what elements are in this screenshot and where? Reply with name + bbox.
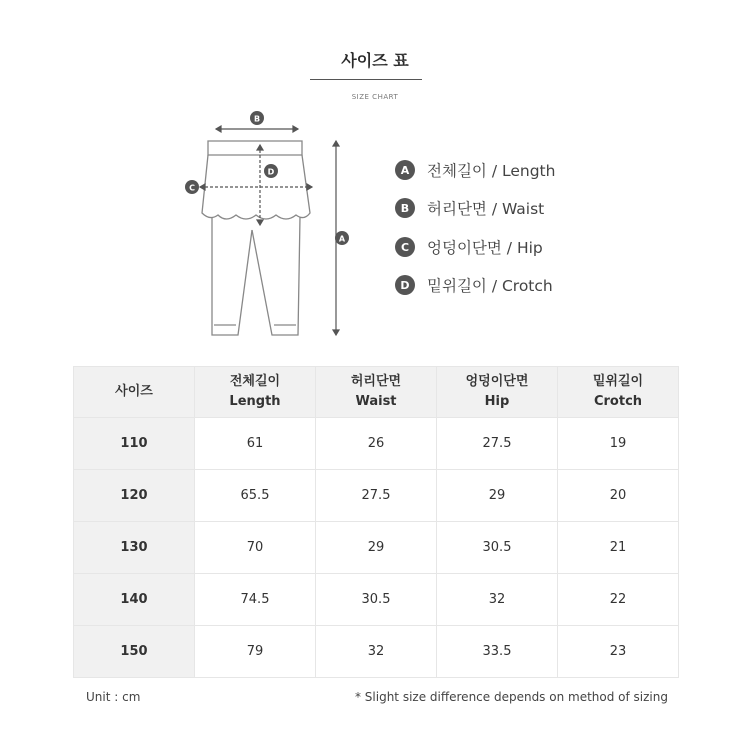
header-label-en: Length: [229, 394, 281, 409]
cell-size: 140: [74, 574, 195, 626]
size-table-container: [73, 366, 679, 678]
unit-note: Unit : cm: [86, 690, 141, 704]
table-header-row: [74, 367, 679, 418]
cell-hip: 30.5: [437, 522, 558, 574]
legend-badge: C: [395, 237, 415, 257]
table-row: [74, 522, 679, 574]
header-label-ko: 허리단면: [350, 374, 402, 389]
table-row: [74, 574, 679, 626]
marker-b: B: [253, 114, 261, 124]
cell-hip: 29: [437, 470, 558, 522]
header-waist: [316, 367, 437, 418]
header-length: [195, 367, 316, 418]
crotch-arrow-bottom: [257, 220, 263, 225]
header-label-ko: 사이즈: [115, 384, 153, 399]
skirt-leggings-illustration: [180, 105, 370, 350]
waist-arrow-right: [293, 126, 298, 132]
legend-badge: B: [395, 198, 415, 218]
cell-length: 65.5: [195, 470, 316, 522]
cell-waist: 32: [316, 626, 437, 678]
header-label-en: Hip: [484, 394, 510, 409]
length-arrow-top: [333, 141, 339, 146]
header-label-en: Waist: [355, 394, 397, 409]
cell-crotch: 21: [558, 522, 679, 574]
title-underline: [310, 79, 422, 80]
header-size: [74, 367, 195, 418]
marker-c: C: [189, 183, 195, 193]
cell-size: 120: [74, 470, 195, 522]
page-title: 사이즈 표: [341, 51, 409, 70]
cell-size: 150: [74, 626, 195, 678]
legend-badge: A: [395, 160, 415, 180]
legend-label: 엉덩이단면 / Hip: [427, 239, 543, 257]
crotch-arrow-top: [257, 145, 263, 150]
legend-badge: D: [395, 275, 415, 295]
cell-size: 110: [74, 418, 195, 470]
garment-diagram: [180, 105, 370, 350]
table-row: [74, 626, 679, 678]
marker-a: A: [338, 234, 346, 244]
cell-waist: 30.5: [316, 574, 437, 626]
cell-hip: 33.5: [437, 626, 558, 678]
page-subtitle: SIZE CHART: [351, 93, 399, 101]
cell-length: 79: [195, 626, 316, 678]
hip-arrow-right: [307, 184, 312, 190]
cell-hip: 32: [437, 574, 558, 626]
marker-d: D: [267, 167, 275, 177]
cell-crotch: 23: [558, 626, 679, 678]
waistband-outline: [208, 141, 302, 155]
waist-arrow-left: [216, 126, 221, 132]
cell-crotch: 19: [558, 418, 679, 470]
diagram-markers: [185, 111, 349, 245]
legend-item-hip: [395, 235, 543, 259]
cell-waist: 29: [316, 522, 437, 574]
header-label-en: Crotch: [593, 394, 643, 409]
cell-crotch: 22: [558, 574, 679, 626]
legend-item-length: [395, 158, 555, 182]
legend-label: 밑위길이 / Crotch: [427, 277, 553, 295]
header-hip: [437, 367, 558, 418]
size-table: [73, 366, 679, 678]
header-label-ko: 전체길이: [229, 374, 281, 389]
right-leg-outline: [252, 217, 300, 335]
sizing-disclaimer: * Slight size difference depends on method of sizing: [354, 690, 668, 704]
left-leg-outline: [212, 217, 252, 335]
cell-length: 74.5: [195, 574, 316, 626]
cell-size: 130: [74, 522, 195, 574]
header-crotch: [558, 367, 679, 418]
legend-label: 전체길이 / Length: [427, 162, 556, 180]
cell-crotch: 20: [558, 470, 679, 522]
hip-arrow-left: [200, 184, 205, 190]
legend-item-waist: [395, 196, 544, 220]
header-label-ko: 엉덩이단면: [465, 374, 529, 389]
length-arrow-bottom: [333, 330, 339, 335]
legend-label: 허리단면 / Waist: [427, 200, 545, 218]
header-label-ko: 밑위길이: [592, 374, 644, 389]
legend-item-crotch: [395, 273, 553, 297]
cell-waist: 26: [316, 418, 437, 470]
table-row: [74, 470, 679, 522]
cell-length: 70: [195, 522, 316, 574]
cell-hip: 27.5: [437, 418, 558, 470]
cell-waist: 27.5: [316, 470, 437, 522]
cell-length: 61: [195, 418, 316, 470]
table-row: [74, 418, 679, 470]
